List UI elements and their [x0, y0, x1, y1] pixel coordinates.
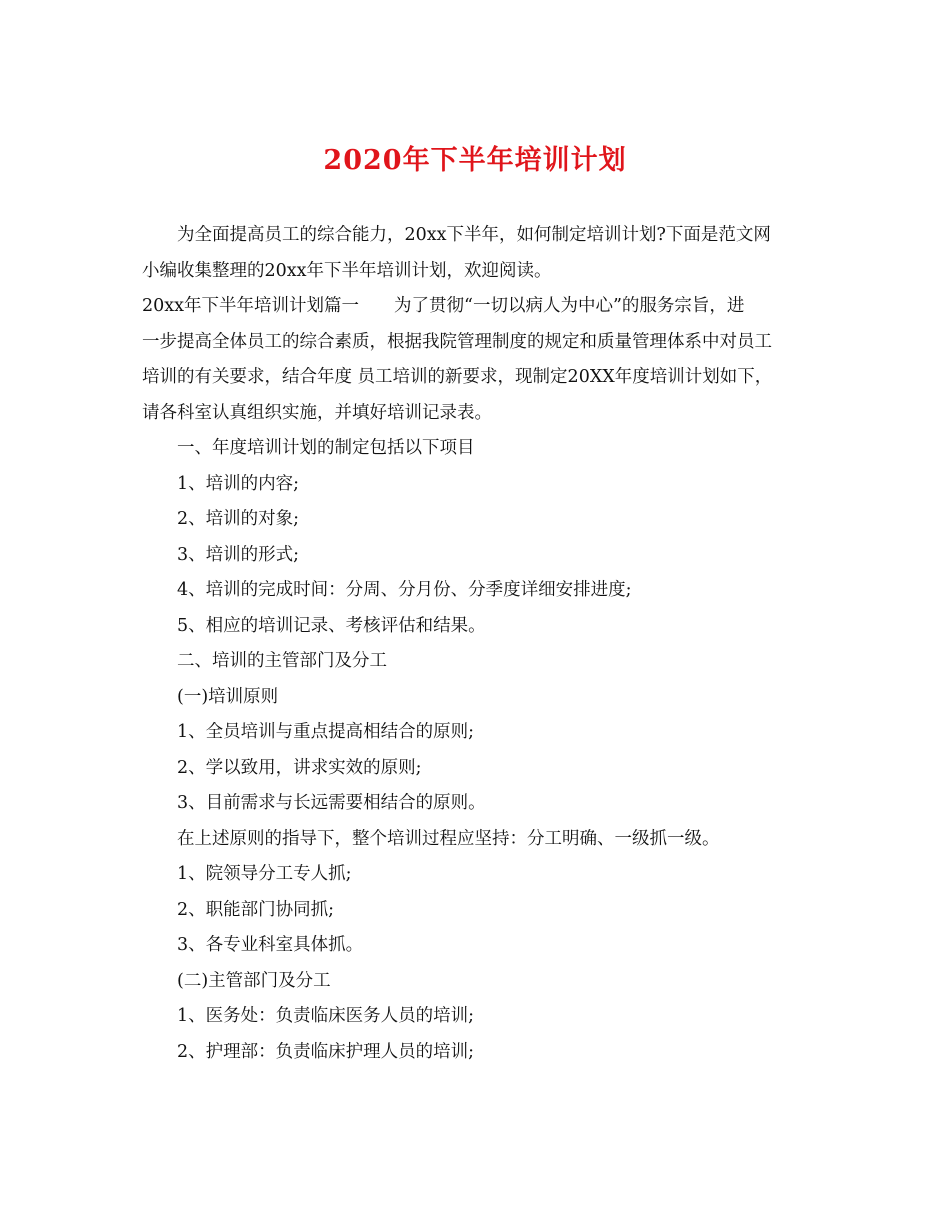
- section-heading: 二、培训的主管部门及分工: [177, 651, 387, 671]
- list-item: 2、职能部门协同抓;: [177, 899, 335, 920]
- list-item: 1、院领导分工专人抓;: [177, 864, 352, 884]
- list-item: 1、全员培训与重点提高相结合的原则;: [177, 722, 475, 742]
- list-item: 3、各专业科室具体抓。: [177, 935, 364, 955]
- subsection-heading: (二)主管部门及分工: [177, 970, 331, 991]
- list-item: 1、培训的内容;: [177, 473, 300, 494]
- list-item: 3、目前需求与长远需要相结合的原则。: [177, 793, 486, 813]
- paragraph-line: 20xx年下半年培训计划篇一 为了贯彻“一切以病人为中心”的服务宗旨，进: [142, 296, 745, 316]
- paragraph-line: 为全面提高员工的综合能力，20xx下半年，如何制定培训计划?下面是范文网: [177, 225, 771, 245]
- paragraph-line: 一步提高全体员工的综合素质，根据我院管理制度的规定和质量管理体系中对员工: [142, 331, 772, 352]
- list-item: 1、医务处：负责临床医务人员的培训;: [177, 1006, 475, 1026]
- document-body: [142, 218, 814, 1070]
- list-item: 2、学以致用，讲求实效的原则;: [177, 757, 422, 778]
- paragraph-line: 小编收集整理的20xx年下半年培训计划，欢迎阅读。: [142, 260, 552, 281]
- paragraph-line: 培训的有关要求，结合年度 员工培训的新要求，现制定20XX年度培训计划如下，: [142, 367, 773, 387]
- list-item: 3、培训的形式;: [177, 544, 300, 565]
- list-item: 4、培训的完成时间：分周、分月份、分季度详细安排进度;: [177, 580, 632, 600]
- paragraph-line: 请各科室认真组织实施，并填好培训记录表。: [142, 402, 492, 423]
- document-title: 2020年下半年培训计划: [323, 145, 627, 176]
- section-heading: 一、年度培训计划的制定包括以下项目: [177, 438, 475, 458]
- list-item: 5、相应的培训记录、考核评估和结果。: [177, 615, 486, 636]
- list-item: 2、培训的对象;: [177, 509, 300, 529]
- subsection-heading: (一)培训原则: [177, 686, 279, 707]
- list-item: 2、护理部：负责临床护理人员的培训;: [177, 1041, 475, 1062]
- paragraph-line: 在上述原则的指导下，整个培训过程应坚持：分工明确、一级抓一级。: [177, 828, 720, 849]
